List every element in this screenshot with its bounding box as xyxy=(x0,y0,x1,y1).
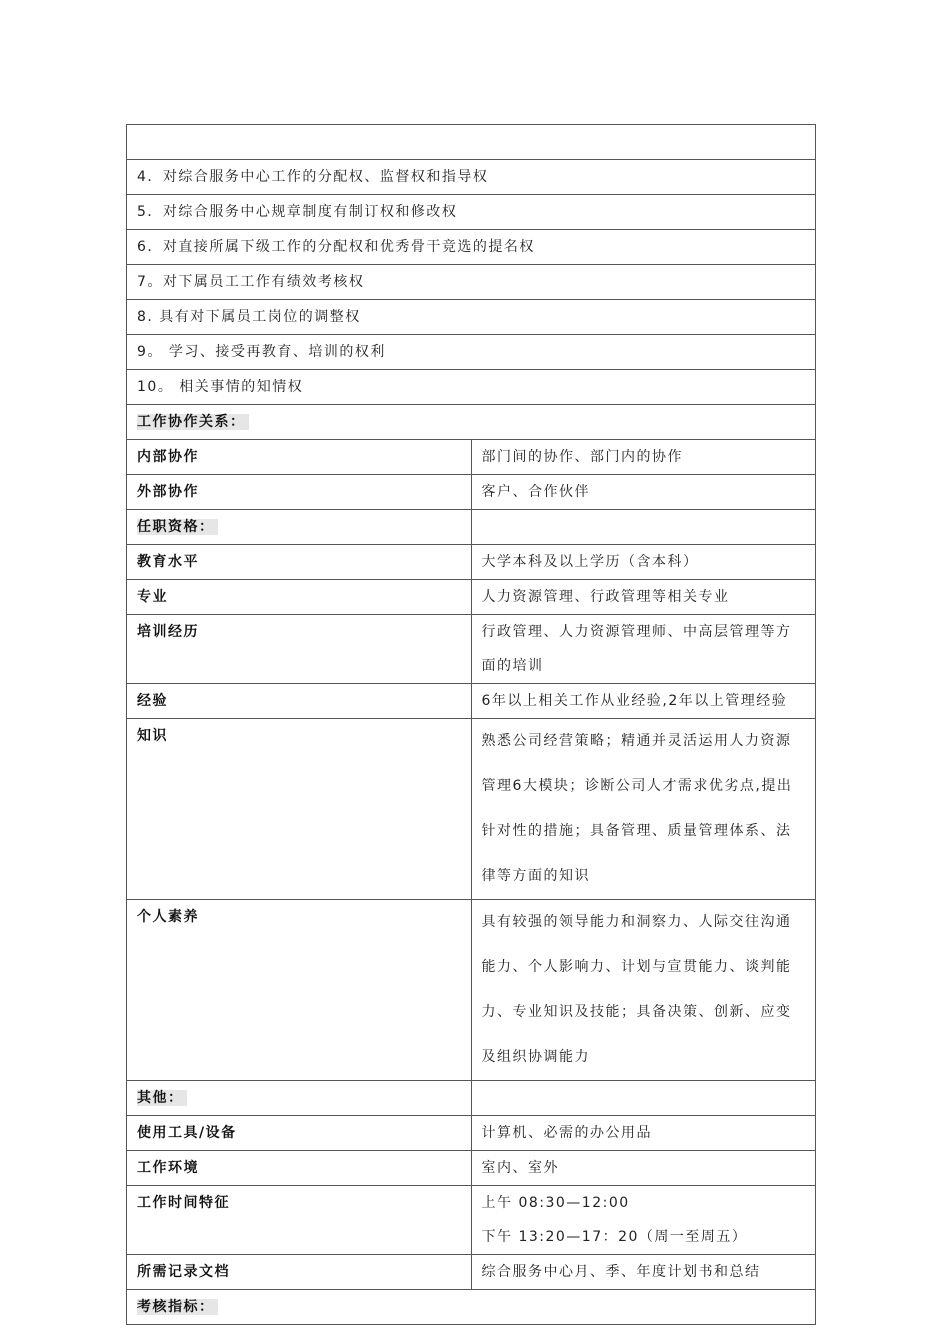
row-label-environment: 工作环境 xyxy=(127,1151,472,1186)
right-item: 9。 学习、接受再教育、培训的权利 xyxy=(127,335,816,370)
row-value-training: 行政管理、人力资源管理师、中高层管理等方面的培训 xyxy=(471,615,816,684)
row-value-work-time xyxy=(471,1186,816,1255)
row-label-training: 培训经历 xyxy=(127,615,472,684)
row-label-internal: 内部协作 xyxy=(127,440,472,475)
row-value-records: 综合服务中心月、季、年度计划书和总结 xyxy=(471,1255,816,1290)
table-row xyxy=(127,440,816,475)
right-item: 4．对综合服务中心工作的分配权、监督权和指导权 xyxy=(127,160,816,195)
row-label-personal-quality: 个人素养 xyxy=(127,900,472,1081)
row-value-external: 客户、合作伙伴 xyxy=(471,475,816,510)
row-value-environment: 室内、室外 xyxy=(471,1151,816,1186)
empty-cell xyxy=(471,510,816,545)
work-time-morning: 上午 08:30—12:00 xyxy=(481,1195,630,1211)
table-row xyxy=(127,1290,816,1325)
table-row xyxy=(127,335,816,370)
row-label-major: 专业 xyxy=(127,580,472,615)
table-row xyxy=(127,545,816,580)
right-item: 8. 具有对下属员工岗位的调整权 xyxy=(127,300,816,335)
right-item: 7。对下属员工工作有绩效考核权 xyxy=(127,265,816,300)
table-row xyxy=(127,370,816,405)
section-heading-cooperation: 工作协作关系： xyxy=(137,414,249,430)
row-value-tools: 计算机、必需的办公用品 xyxy=(471,1116,816,1151)
table-row xyxy=(127,615,816,684)
table-row xyxy=(127,1255,816,1290)
table-row xyxy=(127,900,816,1081)
row-label-external: 外部协作 xyxy=(127,475,472,510)
table-row xyxy=(127,230,816,265)
row-value-major: 人力资源管理、行政管理等相关专业 xyxy=(471,580,816,615)
table-row xyxy=(127,475,816,510)
table-row xyxy=(127,300,816,335)
table-row xyxy=(127,510,816,545)
table-row xyxy=(127,160,816,195)
table-row xyxy=(127,1081,816,1116)
section-other-cell xyxy=(127,1081,472,1116)
section-heading-qualification: 任职资格： xyxy=(137,519,218,535)
row-label-tools: 使用工具/设备 xyxy=(127,1116,472,1151)
table-row xyxy=(127,125,816,160)
section-assessment-cell xyxy=(127,1290,816,1325)
right-item: 6．对直接所属下级工作的分配权和优秀骨干竞选的提名权 xyxy=(127,230,816,265)
empty-header-cell xyxy=(127,125,816,160)
row-label-experience: 经验 xyxy=(127,684,472,719)
job-description-document xyxy=(126,124,816,1325)
section-heading-assessment: 考核指标： xyxy=(137,1299,218,1315)
table-row xyxy=(127,580,816,615)
section-heading-other: 其他： xyxy=(137,1090,187,1106)
table-row xyxy=(127,195,816,230)
row-value-internal: 部门间的协作、部门内的协作 xyxy=(471,440,816,475)
row-value-experience: 6年以上相关工作从业经验,2年以上管理经验 xyxy=(471,684,816,719)
table-row xyxy=(127,684,816,719)
empty-cell xyxy=(471,1081,816,1116)
row-label-records: 所需记录文档 xyxy=(127,1255,472,1290)
row-value-knowledge: 熟悉公司经营策略；精通并灵活运用人力资源管理6大模块；诊断公司人才需求优劣点,提出针对性的措施；具备管理、质量管理体系、法律等方面的知识 xyxy=(471,719,816,900)
table-row xyxy=(127,1151,816,1186)
row-value-personal-quality: 具有较强的领导能力和洞察力、人际交往沟通能力、个人影响力、计划与宣贯能力、谈判能力、专业知识及技能；具备决策、创新、应变及组织协调能力 xyxy=(471,900,816,1081)
right-item: 5．对综合服务中心规章制度有制订权和修改权 xyxy=(127,195,816,230)
table-row xyxy=(127,1186,816,1255)
table-row xyxy=(127,405,816,440)
table-row xyxy=(127,719,816,900)
section-qualification-cell xyxy=(127,510,472,545)
row-label-work-time: 工作时间特征 xyxy=(127,1186,472,1255)
table-row xyxy=(127,265,816,300)
job-description-table xyxy=(126,124,816,1325)
section-cooperation-cell xyxy=(127,405,816,440)
row-label-education: 教育水平 xyxy=(127,545,472,580)
row-value-education: 大学本科及以上学历（含本科） xyxy=(471,545,816,580)
row-label-knowledge: 知识 xyxy=(127,719,472,900)
work-time-afternoon: 下午 13:20—17：20（周一至周五） xyxy=(481,1229,748,1245)
right-item: 10。 相关事情的知情权 xyxy=(127,370,816,405)
table-row xyxy=(127,1116,816,1151)
